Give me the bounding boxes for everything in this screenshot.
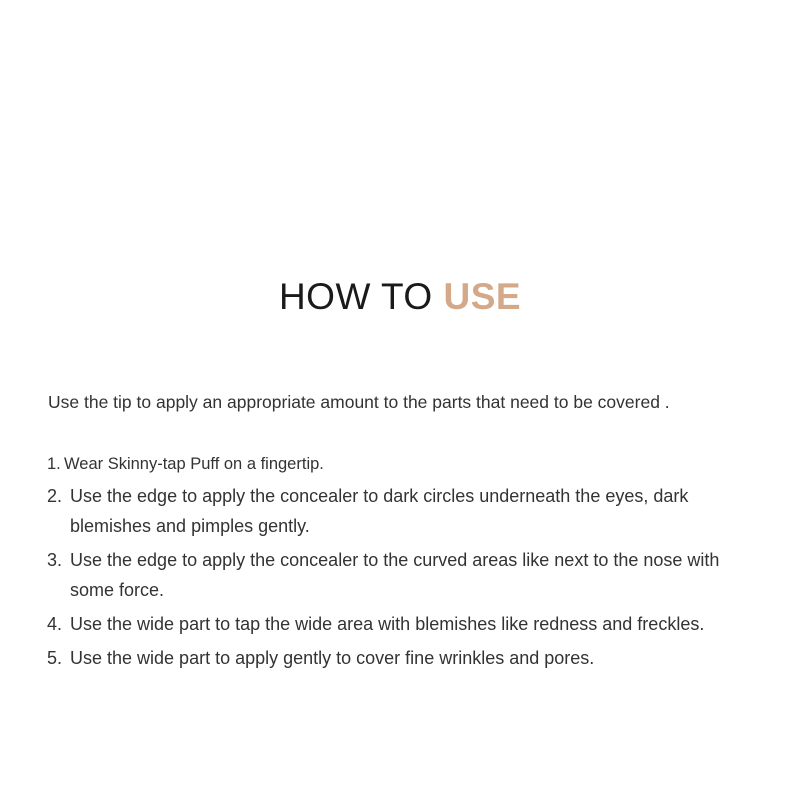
step-number: 3. (47, 550, 63, 570)
title-accent: USE (443, 276, 522, 317)
step-text: Use the edge to apply the concealer to dark circles underneath the eyes, dark blemishes and pimples gently. (70, 486, 689, 536)
step-text: Use the wide part to apply gently to cover fine wrinkles and pores. (70, 648, 595, 668)
step-number: 5. (47, 648, 63, 668)
step-item-3 (47, 545, 767, 605)
intro-text: Use the tip to apply an appropriate amount to the parts that need to be covered . (48, 392, 670, 412)
step-item-4 (47, 609, 767, 639)
step-number: 4. (47, 614, 63, 634)
step-text: Use the wide part to tap the wide area with blemishes like redness and freckles. (70, 614, 705, 634)
step-number: 2. (47, 486, 63, 506)
step-text: Use the edge to apply the concealer to the curved areas like next to the nose with some force. (70, 550, 720, 600)
page-title (0, 276, 800, 318)
step-item-1 (47, 452, 767, 476)
step-text: Wear Skinny-tap Puff on a fingertip. (64, 455, 324, 473)
steps-list (47, 452, 767, 673)
title-main: HOW TO (278, 276, 444, 317)
step-item-2 (47, 481, 767, 541)
step-item-5 (47, 643, 767, 673)
step-number: 1. (47, 455, 61, 473)
